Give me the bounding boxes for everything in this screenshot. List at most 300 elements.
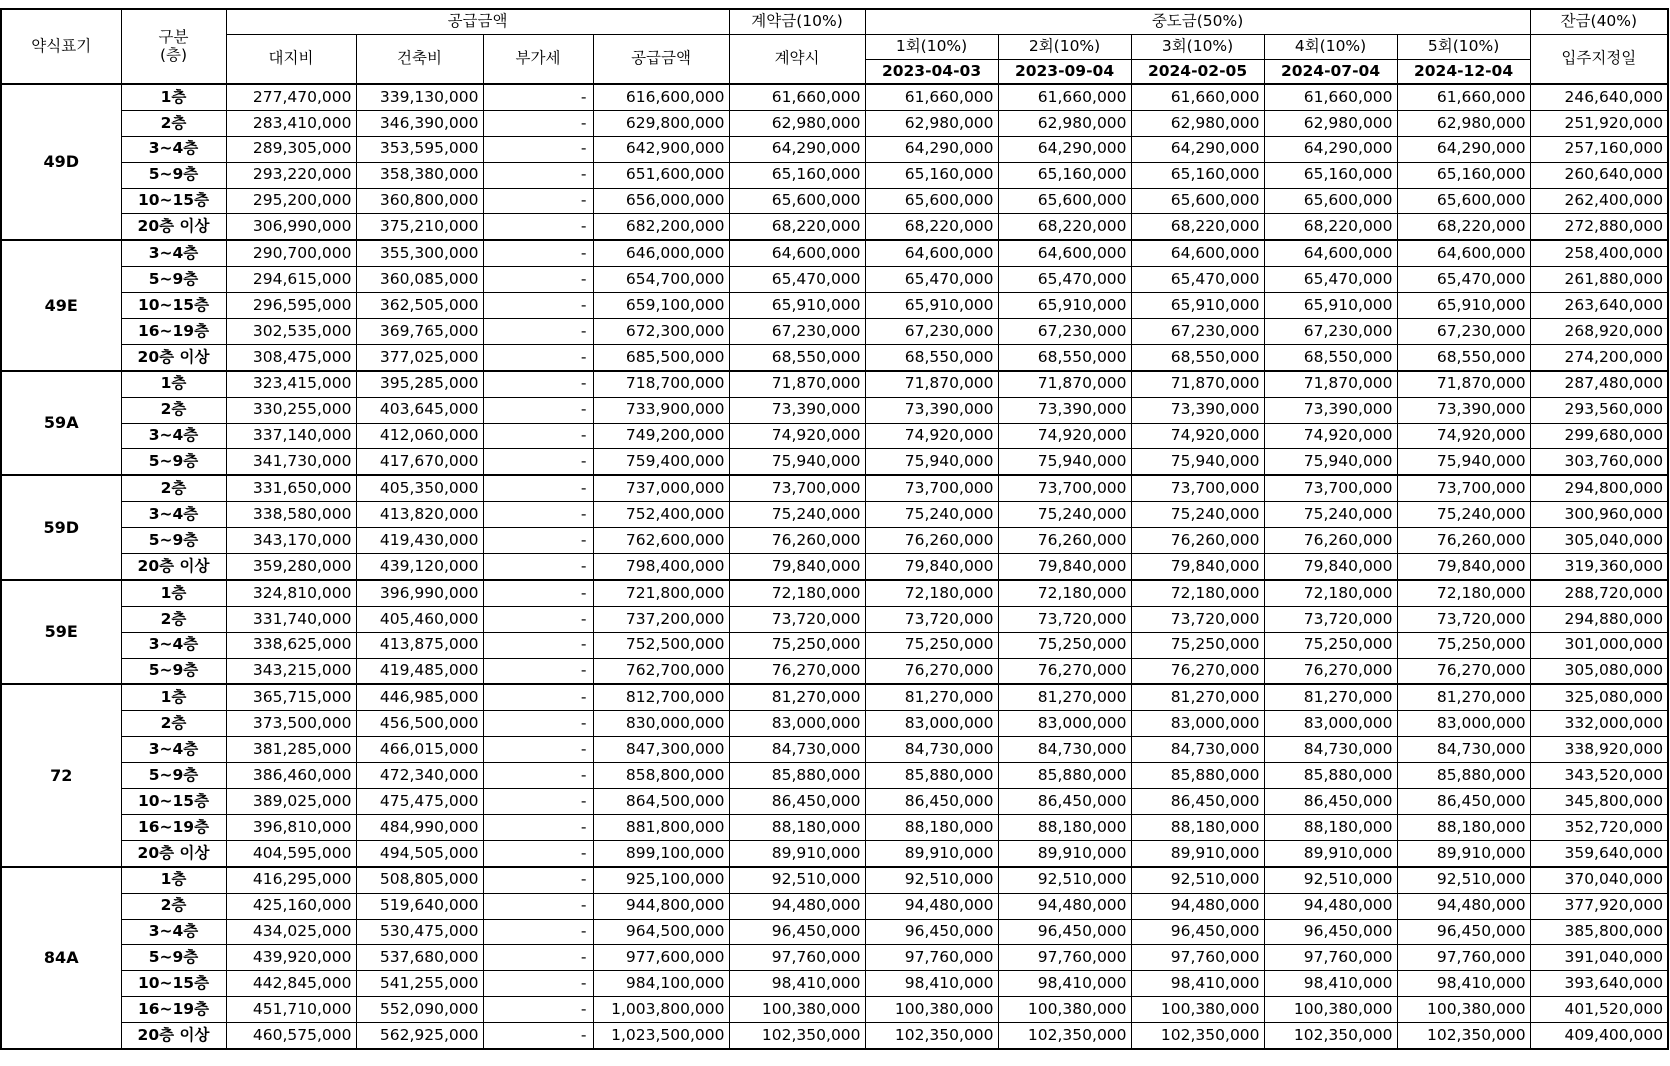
building-cost-cell: 362,505,000 bbox=[356, 293, 483, 319]
floor-cell: 2층 bbox=[121, 397, 226, 423]
installment-5-cell: 75,250,000 bbox=[1397, 632, 1530, 658]
contract-cell: 79,840,000 bbox=[729, 554, 865, 580]
table-row bbox=[1, 763, 1668, 789]
land-cost-cell: 308,475,000 bbox=[226, 344, 356, 370]
land-cost-cell: 425,160,000 bbox=[226, 893, 356, 919]
installment-1-cell: 94,480,000 bbox=[865, 893, 998, 919]
balance-cell: 260,640,000 bbox=[1530, 162, 1668, 188]
table-row bbox=[1, 711, 1668, 737]
vat-cell: - bbox=[483, 188, 593, 214]
building-cost-cell: 552,090,000 bbox=[356, 997, 483, 1023]
contract-cell: 75,940,000 bbox=[729, 449, 865, 475]
supply-total-cell: 752,500,000 bbox=[593, 632, 729, 658]
table-row bbox=[1, 319, 1668, 345]
installment-2-cell: 64,290,000 bbox=[998, 136, 1131, 162]
floor-cell: 1층 bbox=[121, 84, 226, 110]
land-cost-cell: 389,025,000 bbox=[226, 789, 356, 815]
vat-cell: - bbox=[483, 632, 593, 658]
supply-total-cell: 721,800,000 bbox=[593, 580, 729, 606]
contract-cell: 61,660,000 bbox=[729, 84, 865, 110]
contract-cell: 75,250,000 bbox=[729, 632, 865, 658]
floor-cell: 16~19층 bbox=[121, 997, 226, 1023]
installment-1-cell: 61,660,000 bbox=[865, 84, 998, 110]
building-cost-cell: 405,460,000 bbox=[356, 606, 483, 632]
table-row bbox=[1, 658, 1668, 684]
balance-cell: 293,560,000 bbox=[1530, 397, 1668, 423]
installment-3-cell: 68,220,000 bbox=[1131, 214, 1264, 240]
vat-cell: - bbox=[483, 919, 593, 945]
balance-cell: 274,200,000 bbox=[1530, 344, 1668, 370]
land-cost-cell: 302,535,000 bbox=[226, 319, 356, 345]
supply-total-cell: 651,600,000 bbox=[593, 162, 729, 188]
floor-cell: 10~15층 bbox=[121, 188, 226, 214]
land-cost-cell: 365,715,000 bbox=[226, 684, 356, 710]
contract-cell: 71,870,000 bbox=[729, 371, 865, 397]
installment-4-cell: 65,910,000 bbox=[1264, 293, 1397, 319]
installment-5-cell: 64,600,000 bbox=[1397, 240, 1530, 266]
floor-cell: 2층 bbox=[121, 110, 226, 136]
land-cost-cell: 434,025,000 bbox=[226, 919, 356, 945]
installment-1-cell: 81,270,000 bbox=[865, 684, 998, 710]
installment-1-cell: 68,220,000 bbox=[865, 214, 998, 240]
installment-4-cell: 68,550,000 bbox=[1264, 344, 1397, 370]
installment-5-cell: 65,160,000 bbox=[1397, 162, 1530, 188]
type-group bbox=[1, 84, 1668, 240]
floor-cell: 3~4층 bbox=[121, 737, 226, 763]
floor-cell: 16~19층 bbox=[121, 319, 226, 345]
installment-1-cell: 64,290,000 bbox=[865, 136, 998, 162]
table-row bbox=[1, 475, 1668, 501]
table-row bbox=[1, 136, 1668, 162]
contract-cell: 64,600,000 bbox=[729, 240, 865, 266]
type-cell: 49E bbox=[1, 240, 121, 370]
installment-1-cell: 86,450,000 bbox=[865, 789, 998, 815]
table-row bbox=[1, 867, 1668, 893]
land-cost-cell: 338,625,000 bbox=[226, 632, 356, 658]
vat-cell: - bbox=[483, 1023, 593, 1049]
balance-cell: 370,040,000 bbox=[1530, 867, 1668, 893]
land-cost-cell: 331,650,000 bbox=[226, 475, 356, 501]
installment-5-cell: 84,730,000 bbox=[1397, 737, 1530, 763]
supply-total-cell: 682,200,000 bbox=[593, 214, 729, 240]
installment-1-cell: 73,700,000 bbox=[865, 475, 998, 501]
type-cell: 49D bbox=[1, 84, 121, 240]
header-installment-3: 3회(10%) bbox=[1131, 35, 1264, 60]
installment-4-cell: 61,660,000 bbox=[1264, 84, 1397, 110]
balance-cell: 299,680,000 bbox=[1530, 423, 1668, 449]
vat-cell: - bbox=[483, 789, 593, 815]
land-cost-cell: 396,810,000 bbox=[226, 814, 356, 840]
building-cost-cell: 358,380,000 bbox=[356, 162, 483, 188]
installment-1-cell: 73,390,000 bbox=[865, 397, 998, 423]
contract-cell: 102,350,000 bbox=[729, 1023, 865, 1049]
land-cost-cell: 381,285,000 bbox=[226, 737, 356, 763]
supply-total-cell: 881,800,000 bbox=[593, 814, 729, 840]
land-cost-cell: 323,415,000 bbox=[226, 371, 356, 397]
balance-cell: 294,880,000 bbox=[1530, 606, 1668, 632]
installment-4-cell: 75,940,000 bbox=[1264, 449, 1397, 475]
supply-total-cell: 752,400,000 bbox=[593, 502, 729, 528]
installment-1-cell: 85,880,000 bbox=[865, 763, 998, 789]
installment-5-cell: 89,910,000 bbox=[1397, 840, 1530, 866]
building-cost-cell: 537,680,000 bbox=[356, 945, 483, 971]
building-cost-cell: 413,875,000 bbox=[356, 632, 483, 658]
vat-cell: - bbox=[483, 240, 593, 266]
floor-cell: 1층 bbox=[121, 580, 226, 606]
land-cost-cell: 460,575,000 bbox=[226, 1023, 356, 1049]
building-cost-cell: 508,805,000 bbox=[356, 867, 483, 893]
balance-cell: 301,000,000 bbox=[1530, 632, 1668, 658]
installment-3-cell: 94,480,000 bbox=[1131, 893, 1264, 919]
installment-5-cell: 72,180,000 bbox=[1397, 580, 1530, 606]
vat-cell: - bbox=[483, 711, 593, 737]
table-row bbox=[1, 945, 1668, 971]
floor-cell: 3~4층 bbox=[121, 502, 226, 528]
contract-cell: 83,000,000 bbox=[729, 711, 865, 737]
balance-cell: 359,640,000 bbox=[1530, 840, 1668, 866]
installment-4-cell: 85,880,000 bbox=[1264, 763, 1397, 789]
type-group bbox=[1, 371, 1668, 476]
installment-5-cell: 88,180,000 bbox=[1397, 814, 1530, 840]
building-cost-cell: 446,985,000 bbox=[356, 684, 483, 710]
installment-3-cell: 75,240,000 bbox=[1131, 502, 1264, 528]
contract-cell: 64,290,000 bbox=[729, 136, 865, 162]
building-cost-cell: 541,255,000 bbox=[356, 971, 483, 997]
contract-cell: 67,230,000 bbox=[729, 319, 865, 345]
installment-3-cell: 79,840,000 bbox=[1131, 554, 1264, 580]
installment-2-cell: 65,600,000 bbox=[998, 188, 1131, 214]
installment-2-cell: 61,660,000 bbox=[998, 84, 1131, 110]
vat-cell: - bbox=[483, 867, 593, 893]
installment-2-cell: 72,180,000 bbox=[998, 580, 1131, 606]
supply-total-cell: 762,700,000 bbox=[593, 658, 729, 684]
land-cost-cell: 331,740,000 bbox=[226, 606, 356, 632]
floor-cell: 1층 bbox=[121, 867, 226, 893]
installment-5-cell: 61,660,000 bbox=[1397, 84, 1530, 110]
table-row bbox=[1, 1023, 1668, 1049]
installment-5-cell: 64,290,000 bbox=[1397, 136, 1530, 162]
installment-5-cell: 73,720,000 bbox=[1397, 606, 1530, 632]
installment-2-cell: 76,270,000 bbox=[998, 658, 1131, 684]
land-cost-cell: 337,140,000 bbox=[226, 423, 356, 449]
installment-3-cell: 73,700,000 bbox=[1131, 475, 1264, 501]
header-installment-3-date: 2024-02-05 bbox=[1131, 60, 1264, 85]
vat-cell: - bbox=[483, 528, 593, 554]
installment-4-cell: 75,240,000 bbox=[1264, 502, 1397, 528]
contract-cell: 96,450,000 bbox=[729, 919, 865, 945]
contract-cell: 72,180,000 bbox=[729, 580, 865, 606]
land-cost-cell: 373,500,000 bbox=[226, 711, 356, 737]
table-row bbox=[1, 188, 1668, 214]
installment-2-cell: 73,700,000 bbox=[998, 475, 1131, 501]
table-row bbox=[1, 684, 1668, 710]
floor-cell: 5~9층 bbox=[121, 267, 226, 293]
installment-3-cell: 65,470,000 bbox=[1131, 267, 1264, 293]
installment-4-cell: 65,600,000 bbox=[1264, 188, 1397, 214]
supply-total-cell: 864,500,000 bbox=[593, 789, 729, 815]
installment-2-cell: 86,450,000 bbox=[998, 789, 1131, 815]
contract-cell: 76,260,000 bbox=[729, 528, 865, 554]
floor-cell: 10~15층 bbox=[121, 789, 226, 815]
installment-1-cell: 62,980,000 bbox=[865, 110, 998, 136]
installment-2-cell: 65,910,000 bbox=[998, 293, 1131, 319]
table-row bbox=[1, 502, 1668, 528]
supply-total-cell: 656,000,000 bbox=[593, 188, 729, 214]
supply-total-cell: 672,300,000 bbox=[593, 319, 729, 345]
vat-cell: - bbox=[483, 214, 593, 240]
header-type: 약식표기 bbox=[1, 9, 121, 84]
installment-3-cell: 89,910,000 bbox=[1131, 840, 1264, 866]
type-cell: 59E bbox=[1, 580, 121, 685]
installment-3-cell: 86,450,000 bbox=[1131, 789, 1264, 815]
header-installment-4: 4회(10%) bbox=[1264, 35, 1397, 60]
land-cost-cell: 296,595,000 bbox=[226, 293, 356, 319]
land-cost-cell: 359,280,000 bbox=[226, 554, 356, 580]
installment-4-cell: 64,600,000 bbox=[1264, 240, 1397, 266]
table-row bbox=[1, 214, 1668, 240]
supply-total-cell: 964,500,000 bbox=[593, 919, 729, 945]
land-cost-cell: 442,845,000 bbox=[226, 971, 356, 997]
installment-5-cell: 73,700,000 bbox=[1397, 475, 1530, 501]
land-cost-cell: 324,810,000 bbox=[226, 580, 356, 606]
vat-cell: - bbox=[483, 814, 593, 840]
contract-cell: 73,700,000 bbox=[729, 475, 865, 501]
type-group bbox=[1, 240, 1668, 370]
balance-cell: 257,160,000 bbox=[1530, 136, 1668, 162]
installment-1-cell: 76,270,000 bbox=[865, 658, 998, 684]
land-cost-cell: 289,305,000 bbox=[226, 136, 356, 162]
floor-cell: 2층 bbox=[121, 893, 226, 919]
installment-4-cell: 94,480,000 bbox=[1264, 893, 1397, 919]
building-cost-cell: 419,430,000 bbox=[356, 528, 483, 554]
supply-total-cell: 685,500,000 bbox=[593, 344, 729, 370]
building-cost-cell: 472,340,000 bbox=[356, 763, 483, 789]
balance-cell: 272,880,000 bbox=[1530, 214, 1668, 240]
balance-cell: 352,720,000 bbox=[1530, 814, 1668, 840]
land-cost-cell: 283,410,000 bbox=[226, 110, 356, 136]
installment-2-cell: 100,380,000 bbox=[998, 997, 1131, 1023]
balance-cell: 251,920,000 bbox=[1530, 110, 1668, 136]
contract-cell: 73,390,000 bbox=[729, 397, 865, 423]
installment-1-cell: 72,180,000 bbox=[865, 580, 998, 606]
installment-2-cell: 65,160,000 bbox=[998, 162, 1131, 188]
installment-3-cell: 65,910,000 bbox=[1131, 293, 1264, 319]
installment-4-cell: 76,260,000 bbox=[1264, 528, 1397, 554]
table-row bbox=[1, 893, 1668, 919]
supply-total-cell: 654,700,000 bbox=[593, 267, 729, 293]
table-row bbox=[1, 84, 1668, 110]
contract-cell: 97,760,000 bbox=[729, 945, 865, 971]
installment-2-cell: 79,840,000 bbox=[998, 554, 1131, 580]
supply-total-cell: 858,800,000 bbox=[593, 763, 729, 789]
vat-cell: - bbox=[483, 502, 593, 528]
building-cost-cell: 395,285,000 bbox=[356, 371, 483, 397]
installment-4-cell: 65,470,000 bbox=[1264, 267, 1397, 293]
contract-cell: 62,980,000 bbox=[729, 110, 865, 136]
building-cost-cell: 419,485,000 bbox=[356, 658, 483, 684]
vat-cell: - bbox=[483, 997, 593, 1023]
installment-2-cell: 71,870,000 bbox=[998, 371, 1131, 397]
supply-total-cell: 718,700,000 bbox=[593, 371, 729, 397]
installment-2-cell: 83,000,000 bbox=[998, 711, 1131, 737]
contract-cell: 100,380,000 bbox=[729, 997, 865, 1023]
vat-cell: - bbox=[483, 319, 593, 345]
installment-4-cell: 74,920,000 bbox=[1264, 423, 1397, 449]
installment-4-cell: 75,250,000 bbox=[1264, 632, 1397, 658]
header-land: 대지비 bbox=[226, 35, 356, 85]
contract-cell: 88,180,000 bbox=[729, 814, 865, 840]
supply-total-cell: 629,800,000 bbox=[593, 110, 729, 136]
floor-cell: 10~15층 bbox=[121, 293, 226, 319]
land-cost-cell: 416,295,000 bbox=[226, 867, 356, 893]
installment-5-cell: 65,600,000 bbox=[1397, 188, 1530, 214]
installment-2-cell: 75,250,000 bbox=[998, 632, 1131, 658]
table-row bbox=[1, 162, 1668, 188]
installment-2-cell: 102,350,000 bbox=[998, 1023, 1131, 1049]
contract-cell: 94,480,000 bbox=[729, 893, 865, 919]
installment-2-cell: 97,760,000 bbox=[998, 945, 1131, 971]
installment-2-cell: 73,720,000 bbox=[998, 606, 1131, 632]
contract-cell: 68,550,000 bbox=[729, 344, 865, 370]
installment-3-cell: 73,390,000 bbox=[1131, 397, 1264, 423]
floor-cell: 20층 이상 bbox=[121, 1023, 226, 1049]
installment-2-cell: 96,450,000 bbox=[998, 919, 1131, 945]
installment-5-cell: 76,260,000 bbox=[1397, 528, 1530, 554]
floor-cell: 3~4층 bbox=[121, 136, 226, 162]
installment-3-cell: 98,410,000 bbox=[1131, 971, 1264, 997]
table-row bbox=[1, 449, 1668, 475]
vat-cell: - bbox=[483, 763, 593, 789]
installment-2-cell: 75,940,000 bbox=[998, 449, 1131, 475]
floor-cell: 20층 이상 bbox=[121, 344, 226, 370]
vat-cell: - bbox=[483, 971, 593, 997]
installment-4-cell: 81,270,000 bbox=[1264, 684, 1397, 710]
installment-1-cell: 100,380,000 bbox=[865, 997, 998, 1023]
table-row bbox=[1, 737, 1668, 763]
installment-1-cell: 88,180,000 bbox=[865, 814, 998, 840]
table-row bbox=[1, 814, 1668, 840]
price-table-container bbox=[0, 8, 1669, 1050]
table-row bbox=[1, 528, 1668, 554]
balance-cell: 303,760,000 bbox=[1530, 449, 1668, 475]
installment-3-cell: 85,880,000 bbox=[1131, 763, 1264, 789]
building-cost-cell: 405,350,000 bbox=[356, 475, 483, 501]
balance-cell: 305,080,000 bbox=[1530, 658, 1668, 684]
installment-4-cell: 84,730,000 bbox=[1264, 737, 1397, 763]
balance-cell: 391,040,000 bbox=[1530, 945, 1668, 971]
header-balance-sub: 입주지정일 bbox=[1530, 35, 1668, 85]
table-row bbox=[1, 267, 1668, 293]
installment-2-cell: 76,260,000 bbox=[998, 528, 1131, 554]
contract-cell: 81,270,000 bbox=[729, 684, 865, 710]
floor-cell: 2층 bbox=[121, 606, 226, 632]
installment-1-cell: 83,000,000 bbox=[865, 711, 998, 737]
installment-1-cell: 84,730,000 bbox=[865, 737, 998, 763]
contract-cell: 65,600,000 bbox=[729, 188, 865, 214]
balance-cell: 338,920,000 bbox=[1530, 737, 1668, 763]
floor-cell: 10~15층 bbox=[121, 971, 226, 997]
installment-2-cell: 65,470,000 bbox=[998, 267, 1131, 293]
installment-1-cell: 92,510,000 bbox=[865, 867, 998, 893]
installment-5-cell: 68,550,000 bbox=[1397, 344, 1530, 370]
balance-cell: 262,400,000 bbox=[1530, 188, 1668, 214]
installment-2-cell: 68,220,000 bbox=[998, 214, 1131, 240]
floor-cell: 5~9층 bbox=[121, 658, 226, 684]
balance-cell: 325,080,000 bbox=[1530, 684, 1668, 710]
table-row bbox=[1, 293, 1668, 319]
floor-cell: 5~9층 bbox=[121, 528, 226, 554]
type-cell: 59D bbox=[1, 475, 121, 580]
installment-2-cell: 94,480,000 bbox=[998, 893, 1131, 919]
land-cost-cell: 343,170,000 bbox=[226, 528, 356, 554]
installment-3-cell: 67,230,000 bbox=[1131, 319, 1264, 345]
installment-1-cell: 65,160,000 bbox=[865, 162, 998, 188]
contract-cell: 92,510,000 bbox=[729, 867, 865, 893]
balance-cell: 345,800,000 bbox=[1530, 789, 1668, 815]
building-cost-cell: 417,670,000 bbox=[356, 449, 483, 475]
installment-1-cell: 73,720,000 bbox=[865, 606, 998, 632]
balance-cell: 393,640,000 bbox=[1530, 971, 1668, 997]
contract-cell: 65,470,000 bbox=[729, 267, 865, 293]
supply-total-cell: 847,300,000 bbox=[593, 737, 729, 763]
installment-5-cell: 97,760,000 bbox=[1397, 945, 1530, 971]
installment-4-cell: 73,390,000 bbox=[1264, 397, 1397, 423]
installment-4-cell: 83,000,000 bbox=[1264, 711, 1397, 737]
installment-4-cell: 67,230,000 bbox=[1264, 319, 1397, 345]
installment-2-cell: 64,600,000 bbox=[998, 240, 1131, 266]
type-group bbox=[1, 684, 1668, 866]
installment-3-cell: 71,870,000 bbox=[1131, 371, 1264, 397]
balance-cell: 401,520,000 bbox=[1530, 997, 1668, 1023]
installment-4-cell: 100,380,000 bbox=[1264, 997, 1397, 1023]
floor-cell: 2층 bbox=[121, 711, 226, 737]
installment-4-cell: 64,290,000 bbox=[1264, 136, 1397, 162]
installment-1-cell: 65,600,000 bbox=[865, 188, 998, 214]
installment-5-cell: 75,240,000 bbox=[1397, 502, 1530, 528]
land-cost-cell: 451,710,000 bbox=[226, 997, 356, 1023]
vat-cell: - bbox=[483, 371, 593, 397]
table-row bbox=[1, 240, 1668, 266]
table-row bbox=[1, 344, 1668, 370]
building-cost-cell: 466,015,000 bbox=[356, 737, 483, 763]
contract-cell: 98,410,000 bbox=[729, 971, 865, 997]
floor-cell: 20층 이상 bbox=[121, 840, 226, 866]
installment-3-cell: 64,600,000 bbox=[1131, 240, 1264, 266]
supply-total-cell: 646,000,000 bbox=[593, 240, 729, 266]
installment-3-cell: 76,270,000 bbox=[1131, 658, 1264, 684]
supply-total-cell: 616,600,000 bbox=[593, 84, 729, 110]
balance-cell: 300,960,000 bbox=[1530, 502, 1668, 528]
header-installment-5-date: 2024-12-04 bbox=[1397, 60, 1530, 85]
type-group bbox=[1, 475, 1668, 580]
vat-cell: - bbox=[483, 475, 593, 501]
building-cost-cell: 413,820,000 bbox=[356, 502, 483, 528]
land-cost-cell: 306,990,000 bbox=[226, 214, 356, 240]
installment-4-cell: 65,160,000 bbox=[1264, 162, 1397, 188]
installment-1-cell: 75,240,000 bbox=[865, 502, 998, 528]
contract-cell: 86,450,000 bbox=[729, 789, 865, 815]
installment-5-cell: 86,450,000 bbox=[1397, 789, 1530, 815]
vat-cell: - bbox=[483, 580, 593, 606]
table-row bbox=[1, 423, 1668, 449]
contract-cell: 85,880,000 bbox=[729, 763, 865, 789]
building-cost-cell: 475,475,000 bbox=[356, 789, 483, 815]
installment-4-cell: 89,910,000 bbox=[1264, 840, 1397, 866]
table-row bbox=[1, 371, 1668, 397]
installment-2-cell: 67,230,000 bbox=[998, 319, 1131, 345]
supply-price-table bbox=[0, 8, 1669, 1050]
installment-2-cell: 92,510,000 bbox=[998, 867, 1131, 893]
